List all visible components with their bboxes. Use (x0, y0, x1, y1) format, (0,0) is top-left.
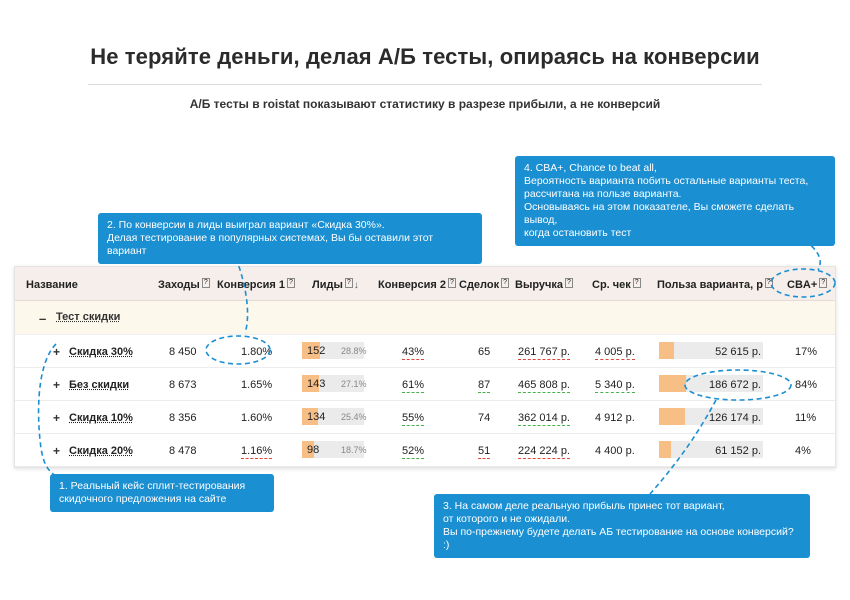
title-divider (88, 84, 762, 85)
help-icon[interactable]: ? (634, 279, 639, 286)
cba-value: 4% (795, 445, 811, 457)
avg-check-value: 4 400 р. (595, 445, 635, 457)
help-icon[interactable]: ? (289, 279, 293, 286)
col-cba[interactable]: CBA+ ? (787, 279, 826, 291)
avg-check-value: 4 912 р. (595, 412, 635, 424)
revenue-value: 465 808 р. (518, 379, 570, 391)
collapse-icon[interactable]: – (39, 311, 47, 326)
cba-value: 11% (795, 412, 817, 424)
col-revenue[interactable]: Выручка ? (515, 279, 571, 291)
help-icon[interactable]: ? (766, 279, 771, 286)
conv2-value: 55% (402, 412, 425, 424)
leads-percent: 27.1% (341, 379, 367, 389)
group-label[interactable]: Тест скидки (56, 311, 121, 323)
group-row[interactable] (15, 301, 835, 335)
visits-value: 8 673 (169, 379, 197, 391)
expand-icon[interactable]: + (53, 378, 61, 392)
conv2-value: 52% (402, 445, 425, 457)
conv1-value: 1.60% (241, 412, 273, 424)
help-icon[interactable]: ? (503, 279, 508, 286)
table-row[interactable] (15, 368, 835, 401)
col-avg-check[interactable]: Ср. чек ? (592, 279, 639, 291)
expand-icon[interactable]: + (53, 444, 61, 458)
revenue-value: 362 014 р. (518, 412, 570, 424)
deals-value: 87 (478, 379, 491, 391)
leads-percent: 28.8% (341, 346, 367, 356)
help-icon[interactable]: ? (821, 279, 826, 286)
benefit-value: 186 672 р. (709, 379, 761, 391)
variant-name[interactable]: Без скидки (69, 379, 130, 391)
variant-name[interactable]: Скидка 10% (69, 412, 133, 424)
conv2-value: 43% (402, 346, 425, 358)
deals-value: 51 (478, 445, 491, 457)
cba-value: 84% (795, 379, 818, 391)
callout-1: 1. Реальный кейс сплит-тестирования скидочного предложения на сайте (50, 474, 274, 512)
visits-value: 8 356 (169, 412, 197, 424)
leads-percent: 25.4% (341, 412, 367, 422)
help-icon[interactable]: ? (450, 279, 454, 286)
callout-3: 3. На самом деле реальную прибыль принес тот вариант, от которого и не ожидали. Вы по-прежнему будете делать АБ тестирование на основе конверсий? :) (434, 494, 810, 558)
variant-name[interactable]: Скидка 30% (69, 346, 133, 358)
benefit-value: 126 174 р. (709, 412, 761, 424)
table-row[interactable] (15, 335, 835, 368)
expand-icon[interactable]: + (53, 411, 61, 425)
ab-test-table (14, 266, 836, 468)
col-name[interactable]: Название (26, 279, 78, 291)
revenue-value: 261 767 р. (518, 346, 570, 358)
deals-value: 65 (478, 346, 491, 358)
col-conv1[interactable]: Конверсия 1 ? (217, 279, 293, 291)
conv1-value: 1.16% (241, 445, 273, 457)
page-title: Не теряйте деньги, делая А/Б тесты, опираясь на конверсии (90, 44, 760, 69)
avg-check-value: 5 340 р. (595, 379, 635, 391)
deals-value: 74 (478, 412, 491, 424)
visits-value: 8 478 (169, 445, 197, 457)
sort-desc-icon[interactable]: ↓ (353, 280, 359, 291)
callout-2: 2. По конверсии в лиды выиграл вариант «Скидка 30%». Делая тестирование в популярных системах, Вы бы оставили этот вариант (98, 213, 482, 264)
table-header (15, 267, 835, 301)
avg-check-value: 4 005 р. (595, 346, 635, 358)
cba-value: 17% (795, 346, 818, 358)
col-conv2[interactable]: Конверсия 2 ? (378, 279, 454, 291)
benefit-bar-fill (659, 441, 671, 458)
help-icon[interactable]: ? (203, 279, 208, 286)
leads-value: 98 (307, 444, 320, 456)
leads-value: 143 (307, 378, 326, 390)
conv1-value: 1.80% (241, 346, 273, 358)
col-leads[interactable]: Лиды ? ↓ (312, 279, 359, 291)
benefit-bar-fill (659, 342, 674, 359)
conv1-value: 1.65% (241, 379, 273, 391)
leads-value: 152 (307, 345, 326, 357)
leads-percent: 18.7% (341, 445, 367, 455)
callout-4: 4. CBA+, Chance to beat all, Вероятность варианта побить остальные варианты теста, рассчитана на пользе варианта. Основываясь на этом показателе, Вы сможете сделать вывод, когда остановить тест (515, 156, 835, 246)
col-deals[interactable]: Сделок ? (459, 279, 508, 291)
table-row[interactable] (15, 434, 835, 467)
variant-name[interactable]: Скидка 20% (69, 445, 133, 457)
table-row[interactable] (15, 401, 835, 434)
benefit-value: 61 152 р. (715, 445, 761, 457)
expand-icon[interactable]: + (53, 345, 61, 359)
col-visits[interactable]: Заходы ? (158, 279, 208, 291)
leads-value: 134 (307, 411, 326, 423)
help-icon[interactable]: ? (567, 279, 571, 286)
revenue-value: 224 224 р. (518, 445, 570, 457)
page-subtitle: А/Б тесты в roistat показывают статистику в разрезе прибыли, а не конверсий (189, 97, 661, 111)
col-benefit[interactable]: Польза варианта, р ? (657, 279, 771, 291)
benefit-value: 52 615 р. (715, 346, 761, 358)
help-icon[interactable]: ? (346, 279, 351, 286)
visits-value: 8 450 (169, 346, 197, 358)
conv2-value: 61% (402, 379, 425, 391)
